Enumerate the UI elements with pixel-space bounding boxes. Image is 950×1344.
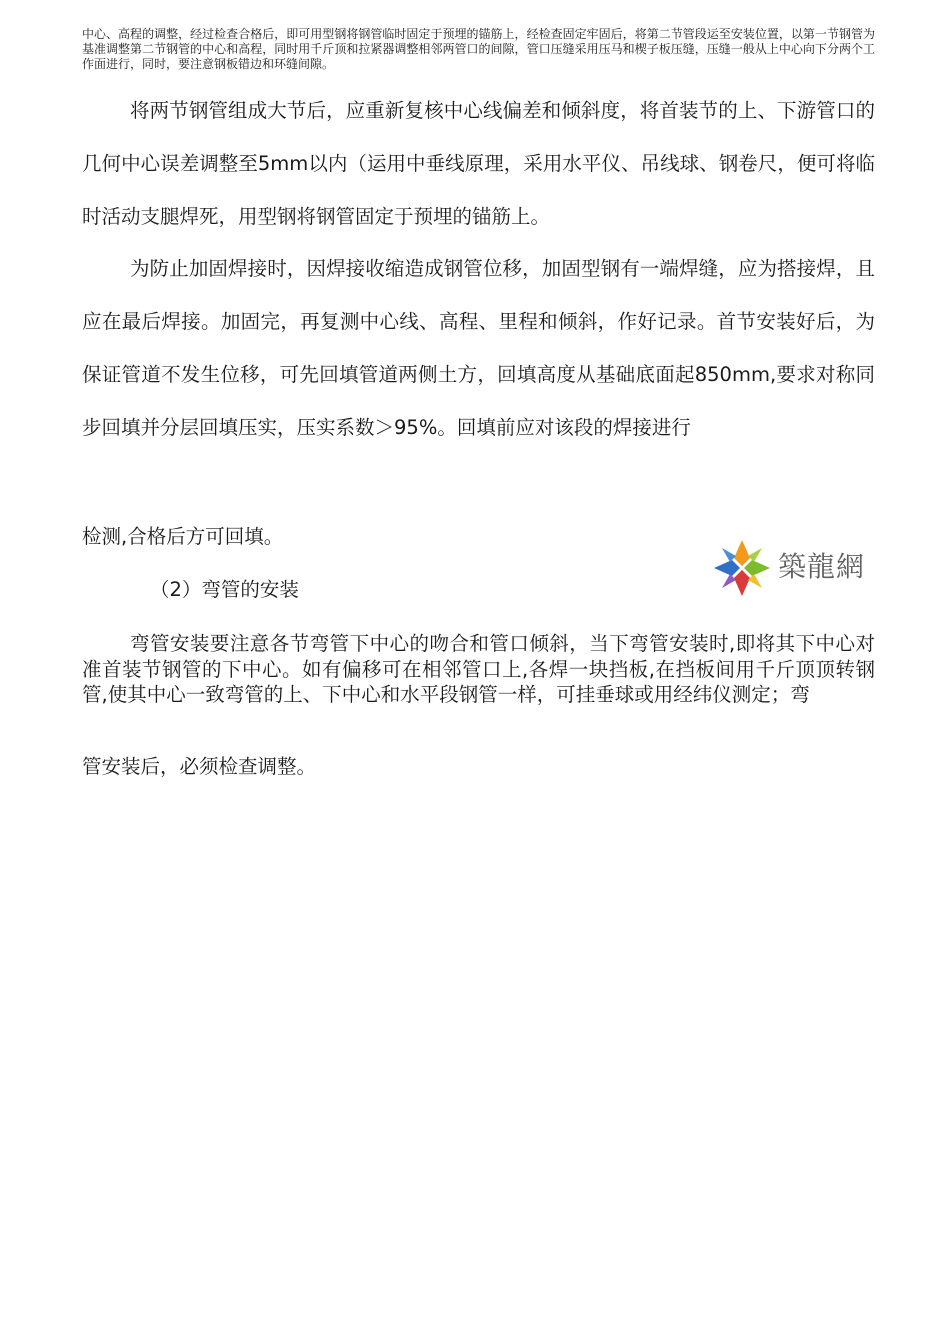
- top-paragraph-small: 中心、高程的调整，经过检查合格后，即可用型钢将钢管临时固定于预埋的锚筋上，经检查固定牢固后，将第二节管段运至安装位置，以第一节钢管为基准调整第二节钢管的中心和高程，同时用千斤顶和拉紧器调整相邻两管口的间隙，管口压缝采用压马和楔子板压缝，压缝一般从上中心向下分两个工作面进行，同时，要注意钢板错边和环缝间隙。: [82, 27, 875, 71]
- paragraph-pipe-assembly: 将两节钢管组成大节后，应重新复核中心线偏差和倾斜度，将首装节的上、下游管口的几何中心误差调整至5mm以内（运用中垂线原理，采用水平仪、吊线球、钢卷尺，便可将临时活动支腿焊死，用型钢将钢管固定于预埋的锚筋上。: [82, 99, 875, 228]
- logo-text: 築龍網: [778, 550, 866, 583]
- section-heading-bend-pipe: （2）弯管的安装: [150, 578, 299, 601]
- paragraph-inspection-backfill: 检测,合格后方可回填。: [82, 525, 284, 548]
- paragraph-bend-pipe-install: 弯管安装要注意各节弯管下中心的吻合和管口倾斜，当下弯管安装时,即将其下中心对准首装节钢管的下中心。如有偏移可在相邻管口上,各焊一块挡板,在挡板间用千斤顶顶转钢管,使其中心一致弯管的上、下中心和水平段钢管一样，可挂垂球或用经纬仪测定；弯: [82, 632, 875, 706]
- zhulong-logo: [710, 536, 870, 600]
- paragraph-reinforcement-welding: 为防止加固焊接时，因焊接收缩造成钢管位移，加固型钢有一端焊缝，应为搭接焊，且应在最后焊接。加固完，再复测中心线、高程、里程和倾斜，作好记录。首节安装好后，为保证管道不发生位移，可先回填管道两侧土方，回填高度从基础底面起850mm,要求对称同步回填并分层回填压实，压实系数＞95%。回填前应对该段的焊接进行: [82, 257, 875, 439]
- zhulong-pinwheel-icon: [710, 536, 774, 600]
- paragraph-after-install: 管安装后，必须检查调整。: [82, 755, 317, 778]
